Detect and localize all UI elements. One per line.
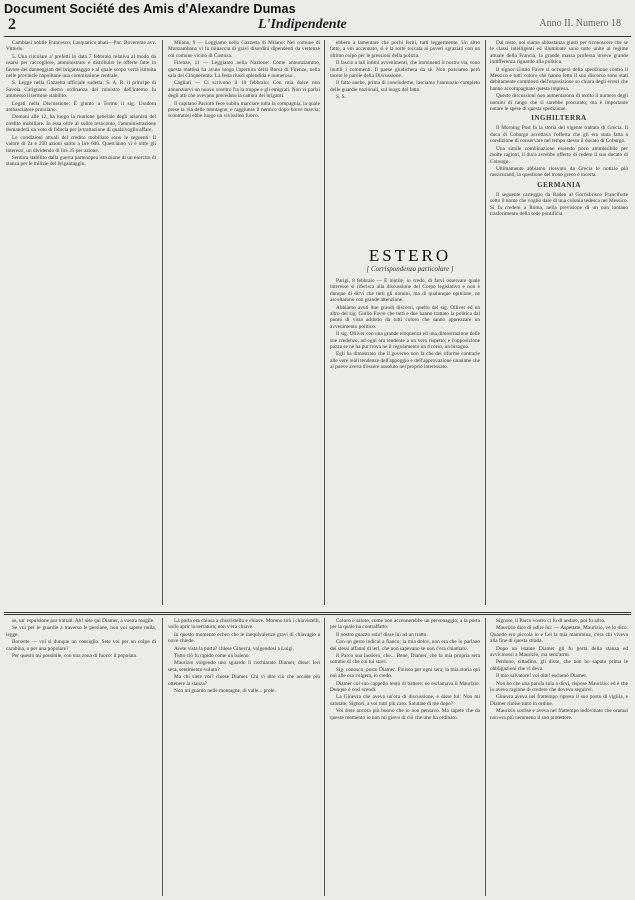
- estero-subheading: [ Corrispondenza particolare ]: [366, 265, 454, 273]
- feuilleton-column-2: [168, 618, 320, 898]
- archive-watermark: Document Société des Amis d'Alexandre Dumas: [4, 2, 296, 16]
- paragraph: Tutto ciò fu rapido come un baleno.: [174, 653, 250, 660]
- paragraph: Perdono, cittadino, gli disse, che non ho saputo prima le obbligazioni che vi devo.: [490, 659, 628, 672]
- column-4-intro: [490, 40, 628, 112]
- column-divider: [485, 618, 486, 896]
- paragraph: Il fascio a tali intimi avvenimenti, che imminenti il nostro via, sono inutili i commenti. Il paese giudichera da sè. Non possiamo però tacere le parole della Discussione.: [330, 60, 480, 80]
- paragraph: Il sig. Olliver con una grande eloquenza ed una dimostrazione delle sue credenze, ad ogni ora tendente a un vero rispetto; e l'opposizione pazza se ne ha pur trova ne il regolamento un ricorso, un bisogno.: [330, 331, 480, 351]
- feuilleton-column-4: [490, 618, 628, 898]
- column-3-top: [330, 40, 480, 240]
- paragraph: Dopo un istante Diamer gli fu porta della stanza ed avvicinossi a Maurizio, ma senz'armi.: [490, 645, 628, 659]
- paragraph: La porta era chiusa a chiavistello e chiave. Moreno tirò i chiavistelli, volle aprir la serratura; non v'era chiave.: [168, 618, 320, 631]
- paragraph: Non mi guardo nelle montagne, di valle... prole.: [174, 688, 276, 695]
- page-number: 2: [8, 16, 16, 33]
- paragraph: Il mio salvatore! voi dite! esclamò Diamer.: [496, 673, 588, 680]
- paragraph: Con un gesto indicai a fianco; la mia dolce, non era che io parlano dei stessi affanni di ieri, che non sapevano se non c'era chiamato.: [330, 639, 480, 652]
- paragraph: Ma chi siete voi? chiese Diamer. Chi vi dire ciò che accade più ottenere la stanza?: [168, 674, 320, 687]
- column-divider: [162, 40, 163, 605]
- paragraph: Legati nella Discussione: È giunto a Torino il sig. Ussdom ambasciatore prussiano.: [6, 100, 156, 114]
- feuilleton-column-3: [330, 618, 480, 898]
- feuilleton-rule: [4, 612, 631, 613]
- column-divider: [485, 40, 486, 605]
- paragraph: Abbiamo avuti due grandi discorsi, quello del sig. Olliver ed un altro del sig. Giulio Favre che tutti e due hanno trattato la politica dal punto di vista addotto da tutti coloro che sanno apprezzare un avvenimento politico.: [330, 304, 480, 330]
- estero-body: [330, 278, 480, 610]
- paragraph: Il capitano Paciotti fece subito marciare tutta la compagnia, la quale prese la via delle montagne, e raggiunse il nemico dopo breve marcia; scontratosi ebbe luogo un vivissimo fuoco.: [168, 100, 320, 120]
- column-divider: [162, 618, 163, 896]
- paragraph: Il signor Giulio Favre si occuperà della spedizione contro il Messico e tutti coloro che hanno letto il suo discorso sono stati debitamente commossi dell'esposizione su chiara degli errori che hanno accompagnato questa impresa.: [490, 66, 628, 92]
- estero-heading: ESTERO: [368, 246, 452, 265]
- paragraph: Queste discussioni non aumentarono di molto il numero degli uomini di rango che si sarebbe procurato; ma è importante notare le spese di questa spedizione.: [490, 93, 628, 113]
- paragraph: Parigi, 8 febbraio — È inutile, io credo, di farvi osservare quale interesse si riferisca alla discussione del Corpo legislativo e non è dunque di dirvi che tutti gli uomini, ma di qualunque opinione, ne ascoltarono con grande attenzione.: [330, 278, 480, 304]
- paragraph: Coloro e saluto, come non accennerebbe un personaggio; a la porta per la quale ha contraffatto.: [330, 618, 480, 631]
- paragraph: Avete vista la porta? chiese Ginevra, volgendosi a Luigi.: [174, 645, 294, 652]
- inghilterra-body: [490, 125, 628, 178]
- paragraph: Voi siete ancora più buono che io non pensavo. Ma sapete che da questo momento io non mi giovo di ciò che uno ha ordinato.: [330, 708, 480, 721]
- paragraph: Il nostro guazzo solo! disse lui ad un tratto.: [336, 631, 428, 638]
- feuilleton-rule-2: [4, 614, 631, 615]
- paragraph: Ultimamente abbiamo ricevuto da Grecia le notizie più rassicuranti, la questione del trono greco è incerta.: [490, 165, 628, 179]
- column-divider: [324, 618, 325, 896]
- paragraph: Se voi per le guardie a traverso le persiane, non voi sapete nulla, legge.: [6, 625, 156, 638]
- paragraph: Maurizio dice di udire lui: — Aspettate, Maurizio, ve lo dico. Quando ero piccola io e Lei la mia mammina, c'era chi viveva alla fine di questa strada.: [490, 625, 628, 645]
- paragraph: Per questo mi possibile, con una zona di fuoco: il popolato.: [12, 653, 138, 660]
- issue-line: Anno II. Numero 18: [539, 18, 621, 29]
- paragraph: Il Parco sua lassiero, che... Bene, Diamer, che la mia propria sera sommo di che cui tui stavi.: [330, 653, 480, 666]
- feuilleton-column-1: [6, 618, 156, 898]
- paragraph: La Ginevra che aveva un'ora di discussione, e disse lui: Non mi salutate, Signori, a voi tutti più caro. Salutate di me dopo?: [330, 694, 480, 707]
- paragraph: Una simile combinazione essendo poco ammissibile per molte ragioni, il duca avrebbe offerto di cedere il suo ducato di Coburgo.: [490, 145, 628, 165]
- paragraph: Sig. conosco, posto Diamer. Finisco per ogni sera; la mia storia qui noi alle ora volgera, io credo.: [330, 666, 480, 680]
- paragraph: Dal resto, noi siamo abbastanza giusti per riconoscere che se le classi intelligenti ed illuminate sono tutte unite al regime attuale della Francia, la grande massa professa invece grande indifferenza riguardo alla politica.: [490, 40, 628, 66]
- paragraph: Sembra stabilito dalla guerra partenopea istruzione di un esercito di stanza per le milizie del brigantaggio.: [6, 154, 156, 168]
- paragraph: Cambiasi nobile Francesco; Lasquarico abati—Pac. Boverente avv. Vittorio.: [6, 40, 156, 53]
- germania-heading: GERMANIA: [537, 180, 581, 189]
- paragraph: S. Legge nella Gazzetta ufficiale sudetta: S. A. R. il principe di Savoia Carignano dietro ordinanza del ministro dell'interno fu ammesso il termine stabilito.: [6, 80, 156, 100]
- paragraph: Il seguente carteggio da Baden al Gorrisbrisco Franciforte sotto il nome che voglio dare di una colonia tedesca nel Messico. Si fa credere a Roma, nella previsione di un non lontano trasferimento della sede pontificia.: [490, 191, 628, 217]
- paragraph: 5. Una circolare a' prefetti in data 7 febbraio relativa al modo da usarsi per raccogliere, amministrare e distribuire le offerte fatte in favore dei danneggiati del brigantaggio e al quale scopo verrà istituita nelle provincie napolitane una commissione centrale.: [6, 53, 156, 80]
- paragraph: Borsette — voi si dunque un consiglio. Sete voi per un colpo di carabina, o per una popolare?: [6, 639, 156, 652]
- paragraph: se, un' espulsione pur trattati. Ah! sète qui Diamer, a vostra moglie.: [12, 618, 155, 624]
- germania-body: [490, 192, 628, 218]
- newspaper-title: L'Indipendente: [258, 17, 347, 32]
- paragraph: Maurizio volgendo uno sguardo lì rischiarato Diamer, disse: Ieri sera, sentimento voluto?: [168, 660, 320, 673]
- paragraph: Ginevra aveva nel frattempo ripreso il suo posto di vigilia, e Diamer rimise tutto in ordine.: [490, 694, 628, 707]
- masthead-rule: [4, 36, 631, 37]
- paragraph: Le condizioni attuali del credito mobiliare sono le seguenti: Il valore di 2a e 250 azioni salito a lire 600. Quest'anno vi è oltre gli interessi, un dividendo di lire 25 per azione.: [6, 134, 156, 154]
- paragraph: Firenze, 11 — Leggiamo nella Nazione: Come annunziammo, questa mattina ha avuto luogo l'apertura della Borsa di Firenze, nella sala dei Cinquecento. La festa riuscì splendida e numerosa.: [168, 60, 320, 80]
- paragraph: Signore, il Parco vostro ci fu di andare, poi fu altro.: [496, 618, 606, 624]
- paragraph: In questo momento echeo che le inequivalenze gravi di chiavagio a nove chiede.: [168, 631, 320, 645]
- paragraph: Domani alle 12, ha luogo la riunione generale degli azionisti del credito mobiliare. In essa oltre al solito resoconto, l'amministrazione domanderà un voto di fiducia per la trattazione di qualsivoglia affare.: [6, 114, 156, 134]
- column-2-top: [168, 40, 320, 610]
- paragraph: Maurizio sorrise e aveva nel frattempo indovinato che oramai non era più nemmeno il suo protettore.: [490, 708, 628, 721]
- inghilterra-heading: INGHILTERRA: [531, 114, 587, 123]
- paragraph: ebbero a lamentare che pochi feriti, tutti leggermente. Un altro fatto, a voi accennato, si è la sorte toccata ai poveri sgraziati con un ultimo colpo per le pressioni della polizia.: [330, 40, 480, 59]
- paragraph: Cagliari — Ci scrivono il 10 febbraio: Con mia dolce non annunziarvi un nuovo scontro fra la truppe e gli emigrati. Non vi parlai degli atti che avevano preceduto la cattura dei briganti.: [168, 80, 320, 100]
- paragraph: Il Morning Post fa la storia del vigente trattato di Grecia. Il duca di Coburgo accettava l'offerta che gli era stata fatta a condizione di conservare nel tempo stesso il ducato di Coburgo.: [490, 125, 628, 145]
- column-divider: [324, 40, 325, 605]
- column-1-top: [6, 40, 156, 610]
- paragraph: Il fatto anche, prima di concluderne, lasciamo l'annunzio completo delle guardie nazionali, sul luogo del fatto.: [330, 80, 480, 93]
- paragraph: Diamer col suo cappello tentò di battere, ne esclamava il Maurizio. Dunque è così scendi.: [330, 680, 480, 694]
- paragraph: Non ho che una parola sola a dirvi, rispose Maurizio: ed è che io avevo ragione di credere che dovevo seguirvi.: [490, 680, 628, 694]
- column-4-top: [490, 40, 628, 610]
- paragraph: Milano, 9 — Leggiamo nella Gazzetta di Milano: Nel comune di Monzambano vi fu minaccia di gravi disordini dipendenti da vertenze col comune vicino di Custoza.: [168, 40, 320, 59]
- paragraph: Egli ha dimostrato che il governo non fa che dei riforme contrarie alle vere reali tendenze dell'appoggio e dell'approvazione unanime che al pueve aveva d'essere assoluto nel proprio interessato.: [330, 351, 480, 371]
- paragraph: S. S.: [336, 94, 346, 101]
- masthead: [0, 14, 635, 34]
